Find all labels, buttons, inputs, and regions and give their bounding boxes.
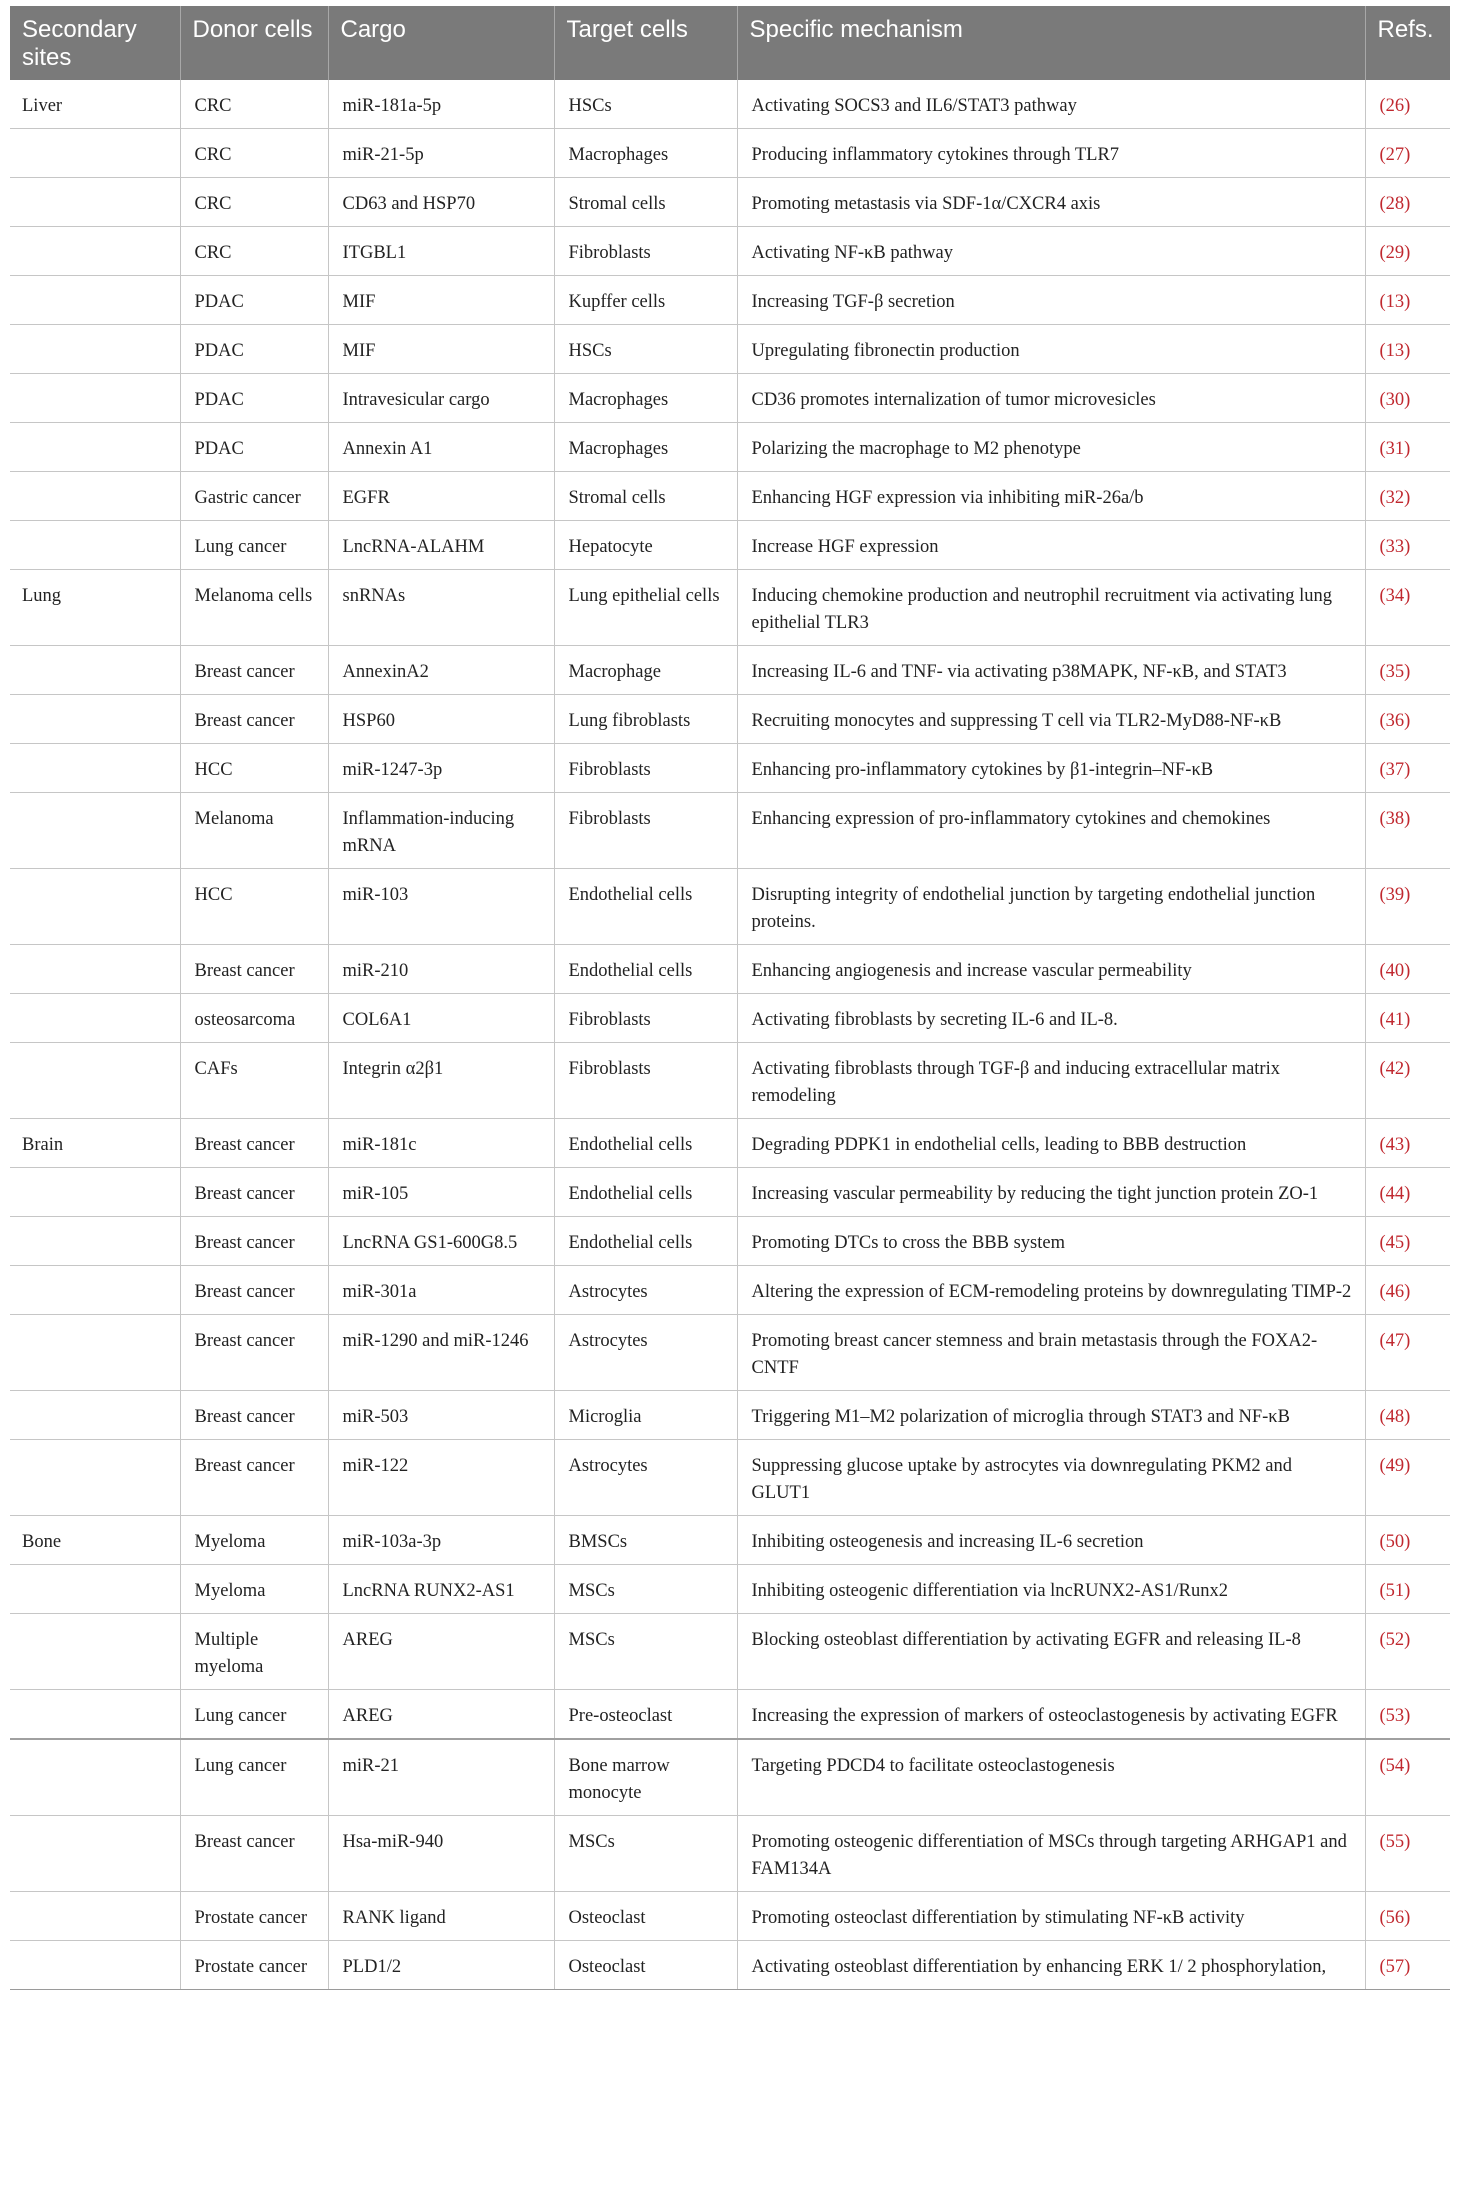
donor-cell: Lung cancer bbox=[180, 1690, 328, 1740]
site-cell bbox=[10, 129, 180, 178]
cargo-cell: miR-21-5p bbox=[328, 129, 554, 178]
site-cell bbox=[10, 945, 180, 994]
mechanism-cell: Increase HGF expression bbox=[737, 521, 1365, 570]
target-cell: Stromal cells bbox=[554, 178, 737, 227]
ref-cell[interactable]: (53) bbox=[1365, 1690, 1450, 1740]
donor-cell: Breast cancer bbox=[180, 1391, 328, 1440]
header-secondary-sites: Secondary sites bbox=[10, 6, 180, 80]
mechanism-cell: Targeting PDCD4 to facilitate osteoclastogenesis bbox=[737, 1739, 1365, 1816]
table-row bbox=[10, 869, 1450, 945]
donor-cell: Breast cancer bbox=[180, 646, 328, 695]
ref-cell[interactable]: (55) bbox=[1365, 1816, 1450, 1892]
cargo-cell: HSP60 bbox=[328, 695, 554, 744]
target-cell: Lung epithelial cells bbox=[554, 570, 737, 646]
site-cell bbox=[10, 994, 180, 1043]
cargo-cell: AnnexinA2 bbox=[328, 646, 554, 695]
site-cell bbox=[10, 1816, 180, 1892]
cargo-cell: miR-1290 and miR-1246 bbox=[328, 1315, 554, 1391]
table-row bbox=[10, 744, 1450, 793]
table-row bbox=[10, 1391, 1450, 1440]
cargo-cell: miR-181a-5p bbox=[328, 80, 554, 129]
cargo-cell: LncRNA-ALAHM bbox=[328, 521, 554, 570]
mechanism-cell: Enhancing angiogenesis and increase vascular permeability bbox=[737, 945, 1365, 994]
ref-cell[interactable]: (57) bbox=[1365, 1941, 1450, 1990]
table-row bbox=[10, 129, 1450, 178]
site-cell bbox=[10, 276, 180, 325]
target-cell: Fibroblasts bbox=[554, 994, 737, 1043]
donor-cell: PDAC bbox=[180, 374, 328, 423]
table-row bbox=[10, 646, 1450, 695]
donor-cell: Myeloma bbox=[180, 1516, 328, 1565]
ref-cell[interactable]: (33) bbox=[1365, 521, 1450, 570]
target-cell: Pre-osteoclast bbox=[554, 1690, 737, 1740]
site-cell bbox=[10, 646, 180, 695]
cargo-cell: COL6A1 bbox=[328, 994, 554, 1043]
mechanism-cell: Suppressing glucose uptake by astrocytes via downregulating PKM2 and GLUT1 bbox=[737, 1440, 1365, 1516]
table-row bbox=[10, 227, 1450, 276]
cargo-cell: MIF bbox=[328, 325, 554, 374]
mechanism-cell: Promoting metastasis via SDF-1α/CXCR4 axis bbox=[737, 178, 1365, 227]
cargo-cell: MIF bbox=[328, 276, 554, 325]
donor-cell: CRC bbox=[180, 80, 328, 129]
donor-cell: CRC bbox=[180, 129, 328, 178]
ref-cell[interactable]: (42) bbox=[1365, 1043, 1450, 1119]
target-cell: Osteoclast bbox=[554, 1892, 737, 1941]
table-row bbox=[10, 325, 1450, 374]
target-cell: Endothelial cells bbox=[554, 869, 737, 945]
header-target-cells: Target cells bbox=[554, 6, 737, 80]
cargo-cell: miR-122 bbox=[328, 1440, 554, 1516]
donor-cell: Breast cancer bbox=[180, 1440, 328, 1516]
cargo-cell: miR-21 bbox=[328, 1739, 554, 1816]
table-row bbox=[10, 1266, 1450, 1315]
cargo-cell: miR-105 bbox=[328, 1168, 554, 1217]
header-specific-mechanism: Specific mechanism bbox=[737, 6, 1365, 80]
table-row bbox=[10, 80, 1450, 129]
cargo-cell: miR-301a bbox=[328, 1266, 554, 1315]
target-cell: Endothelial cells bbox=[554, 1217, 737, 1266]
ref-cell[interactable]: (36) bbox=[1365, 695, 1450, 744]
mechanism-cell: Activating fibroblasts through TGF-β and inducing extracellular matrix remodeling bbox=[737, 1043, 1365, 1119]
donor-cell: Prostate cancer bbox=[180, 1941, 328, 1990]
table-row bbox=[10, 695, 1450, 744]
mechanism-cell: Disrupting integrity of endothelial junction by targeting endothelial junction proteins. bbox=[737, 869, 1365, 945]
cargo-cell: Inflammation-inducing mRNA bbox=[328, 793, 554, 869]
cargo-cell: miR-210 bbox=[328, 945, 554, 994]
mechanism-cell: Polarizing the macrophage to M2 phenotype bbox=[737, 423, 1365, 472]
target-cell: MSCs bbox=[554, 1614, 737, 1690]
mechanism-cell: Recruiting monocytes and suppressing T cell via TLR2-MyD88-NF-κB bbox=[737, 695, 1365, 744]
header-donor-cells: Donor cells bbox=[180, 6, 328, 80]
site-cell bbox=[10, 1892, 180, 1941]
target-cell: Macrophages bbox=[554, 129, 737, 178]
ref-cell[interactable]: (45) bbox=[1365, 1217, 1450, 1266]
ref-cell[interactable]: (39) bbox=[1365, 869, 1450, 945]
ref-cell[interactable]: (38) bbox=[1365, 793, 1450, 869]
donor-cell: Breast cancer bbox=[180, 1119, 328, 1168]
site-cell bbox=[10, 178, 180, 227]
site-cell bbox=[10, 695, 180, 744]
target-cell: Macrophages bbox=[554, 423, 737, 472]
mechanism-cell: Enhancing HGF expression via inhibiting miR-26a/b bbox=[737, 472, 1365, 521]
donor-cell: Breast cancer bbox=[180, 1315, 328, 1391]
cargo-cell: RANK ligand bbox=[328, 1892, 554, 1941]
ref-cell[interactable]: (27) bbox=[1365, 129, 1450, 178]
mechanism-cell: Increasing IL-6 and TNF- via activating p38MAPK, NF-κB, and STAT3 bbox=[737, 646, 1365, 695]
metastasis-table bbox=[10, 6, 1450, 1990]
donor-cell: Breast cancer bbox=[180, 695, 328, 744]
mechanism-cell: Promoting osteoclast differentiation by stimulating NF-κB activity bbox=[737, 1892, 1365, 1941]
cargo-cell: Hsa-miR-940 bbox=[328, 1816, 554, 1892]
target-cell: Microglia bbox=[554, 1391, 737, 1440]
site-cell bbox=[10, 1941, 180, 1990]
site-cell bbox=[10, 869, 180, 945]
target-cell: Endothelial cells bbox=[554, 1168, 737, 1217]
mechanism-cell: Activating SOCS3 and IL6/STAT3 pathway bbox=[737, 80, 1365, 129]
ref-cell[interactable]: (44) bbox=[1365, 1168, 1450, 1217]
cargo-cell: ITGBL1 bbox=[328, 227, 554, 276]
ref-cell[interactable]: (35) bbox=[1365, 646, 1450, 695]
ref-cell[interactable]: (32) bbox=[1365, 472, 1450, 521]
donor-cell: HCC bbox=[180, 744, 328, 793]
table-row bbox=[10, 1440, 1450, 1516]
mechanism-cell: Enhancing expression of pro-inflammatory cytokines and chemokines bbox=[737, 793, 1365, 869]
site-cell: Liver bbox=[10, 80, 180, 129]
site-cell bbox=[10, 1739, 180, 1816]
ref-cell[interactable]: (28) bbox=[1365, 178, 1450, 227]
site-cell bbox=[10, 1217, 180, 1266]
site-cell: Brain bbox=[10, 1119, 180, 1168]
cargo-cell: miR-503 bbox=[328, 1391, 554, 1440]
cargo-cell: LncRNA RUNX2-AS1 bbox=[328, 1565, 554, 1614]
ref-cell[interactable]: (50) bbox=[1365, 1516, 1450, 1565]
mechanism-cell: Increasing TGF-β secretion bbox=[737, 276, 1365, 325]
table-row bbox=[10, 1217, 1450, 1266]
site-cell: Bone bbox=[10, 1516, 180, 1565]
site-cell bbox=[10, 1391, 180, 1440]
donor-cell: Breast cancer bbox=[180, 1217, 328, 1266]
ref-cell[interactable]: (37) bbox=[1365, 744, 1450, 793]
target-cell: Macrophage bbox=[554, 646, 737, 695]
target-cell: Astrocytes bbox=[554, 1266, 737, 1315]
cargo-cell: Intravesicular cargo bbox=[328, 374, 554, 423]
table-row bbox=[10, 423, 1450, 472]
table-row bbox=[10, 1315, 1450, 1391]
ref-cell[interactable]: (51) bbox=[1365, 1565, 1450, 1614]
cargo-cell: Annexin A1 bbox=[328, 423, 554, 472]
table-row bbox=[10, 1816, 1450, 1892]
site-cell bbox=[10, 1565, 180, 1614]
table-row bbox=[10, 1043, 1450, 1119]
mechanism-cell: Producing inflammatory cytokines through TLR7 bbox=[737, 129, 1365, 178]
site-cell bbox=[10, 1168, 180, 1217]
header-refs: Refs. bbox=[1365, 6, 1450, 80]
mechanism-cell: Inhibiting osteogenic differentiation via lncRUNX2-AS1/Runx2 bbox=[737, 1565, 1365, 1614]
target-cell: Osteoclast bbox=[554, 1941, 737, 1990]
site-cell bbox=[10, 744, 180, 793]
donor-cell: Multiple myeloma bbox=[180, 1614, 328, 1690]
site-cell bbox=[10, 1043, 180, 1119]
donor-cell: CRC bbox=[180, 227, 328, 276]
table-row bbox=[10, 1941, 1450, 1990]
target-cell: Fibroblasts bbox=[554, 227, 737, 276]
mechanism-cell: Upregulating fibronectin production bbox=[737, 325, 1365, 374]
mechanism-cell: Increasing the expression of markers of osteoclastogenesis by activating EGFR bbox=[737, 1690, 1365, 1740]
table-row bbox=[10, 570, 1450, 646]
cargo-cell: AREG bbox=[328, 1690, 554, 1740]
cargo-cell: PLD1/2 bbox=[328, 1941, 554, 1990]
donor-cell: HCC bbox=[180, 869, 328, 945]
cargo-cell: Integrin α2β1 bbox=[328, 1043, 554, 1119]
table-row bbox=[10, 1690, 1450, 1740]
ref-cell[interactable]: (54) bbox=[1365, 1739, 1450, 1816]
mechanism-cell: Inducing chemokine production and neutrophil recruitment via activating lung epithelial TLR3 bbox=[737, 570, 1365, 646]
table-row bbox=[10, 1119, 1450, 1168]
donor-cell: CRC bbox=[180, 178, 328, 227]
target-cell: Kupffer cells bbox=[554, 276, 737, 325]
donor-cell: Prostate cancer bbox=[180, 1892, 328, 1941]
cargo-cell: miR-181c bbox=[328, 1119, 554, 1168]
target-cell: Lung fibroblasts bbox=[554, 695, 737, 744]
header-cargo: Cargo bbox=[328, 6, 554, 80]
site-cell bbox=[10, 472, 180, 521]
table-row bbox=[10, 1614, 1450, 1690]
target-cell: Bone marrow monocyte bbox=[554, 1739, 737, 1816]
ref-cell[interactable]: (13) bbox=[1365, 325, 1450, 374]
ref-cell[interactable]: (56) bbox=[1365, 1892, 1450, 1941]
site-cell: Lung bbox=[10, 570, 180, 646]
mechanism-cell: Inhibiting osteogenesis and increasing IL-6 secretion bbox=[737, 1516, 1365, 1565]
ref-cell[interactable]: (13) bbox=[1365, 276, 1450, 325]
target-cell: Macrophages bbox=[554, 374, 737, 423]
ref-cell[interactable]: (49) bbox=[1365, 1440, 1450, 1516]
mechanism-cell: Promoting DTCs to cross the BBB system bbox=[737, 1217, 1365, 1266]
cargo-cell: miR-103a-3p bbox=[328, 1516, 554, 1565]
site-cell bbox=[10, 325, 180, 374]
mechanism-cell: Altering the expression of ECM-remodeling proteins by downregulating TIMP-2 bbox=[737, 1266, 1365, 1315]
target-cell: Astrocytes bbox=[554, 1440, 737, 1516]
site-cell bbox=[10, 1315, 180, 1391]
target-cell: Fibroblasts bbox=[554, 793, 737, 869]
cargo-cell: CD63 and HSP70 bbox=[328, 178, 554, 227]
site-cell bbox=[10, 1266, 180, 1315]
mechanism-cell: Triggering M1–M2 polarization of microglia through STAT3 and NF-κB bbox=[737, 1391, 1365, 1440]
mechanism-cell: Degrading PDPK1 in endothelial cells, leading to BBB destruction bbox=[737, 1119, 1365, 1168]
donor-cell: Breast cancer bbox=[180, 945, 328, 994]
site-cell bbox=[10, 374, 180, 423]
ref-cell[interactable]: (41) bbox=[1365, 994, 1450, 1043]
table-row bbox=[10, 521, 1450, 570]
donor-cell: PDAC bbox=[180, 276, 328, 325]
cargo-cell: miR-103 bbox=[328, 869, 554, 945]
cargo-cell: EGFR bbox=[328, 472, 554, 521]
donor-cell: Breast cancer bbox=[180, 1816, 328, 1892]
ref-cell[interactable]: (48) bbox=[1365, 1391, 1450, 1440]
target-cell: HSCs bbox=[554, 80, 737, 129]
target-cell: MSCs bbox=[554, 1565, 737, 1614]
donor-cell: Melanoma bbox=[180, 793, 328, 869]
ref-cell[interactable]: (52) bbox=[1365, 1614, 1450, 1690]
ref-cell[interactable]: (26) bbox=[1365, 80, 1450, 129]
site-cell bbox=[10, 1690, 180, 1740]
ref-cell[interactable]: (31) bbox=[1365, 423, 1450, 472]
ref-cell[interactable]: (29) bbox=[1365, 227, 1450, 276]
target-cell: MSCs bbox=[554, 1816, 737, 1892]
donor-cell: Myeloma bbox=[180, 1565, 328, 1614]
mechanism-cell: Promoting breast cancer stemness and brain metastasis through the FOXA2-CNTF bbox=[737, 1315, 1365, 1391]
mechanism-cell: Activating fibroblasts by secreting IL-6 and IL-8. bbox=[737, 994, 1365, 1043]
ref-cell[interactable]: (34) bbox=[1365, 570, 1450, 646]
table-row bbox=[10, 1739, 1450, 1816]
mechanism-cell: Enhancing pro-inflammatory cytokines by β1-integrin–NF-κB bbox=[737, 744, 1365, 793]
donor-cell: Lung cancer bbox=[180, 1739, 328, 1816]
donor-cell: osteosarcoma bbox=[180, 994, 328, 1043]
table-body bbox=[10, 80, 1450, 1990]
table-row bbox=[10, 1516, 1450, 1565]
site-cell bbox=[10, 227, 180, 276]
cargo-cell: snRNAs bbox=[328, 570, 554, 646]
donor-cell: PDAC bbox=[180, 423, 328, 472]
mechanism-cell: Blocking osteoblast differentiation by activating EGFR and releasing IL-8 bbox=[737, 1614, 1365, 1690]
site-cell bbox=[10, 1440, 180, 1516]
ref-cell[interactable]: (40) bbox=[1365, 945, 1450, 994]
target-cell: Endothelial cells bbox=[554, 1119, 737, 1168]
target-cell: Hepatocyte bbox=[554, 521, 737, 570]
table-row bbox=[10, 793, 1450, 869]
target-cell: Fibroblasts bbox=[554, 744, 737, 793]
target-cell: Astrocytes bbox=[554, 1315, 737, 1391]
donor-cell: Melanoma cells bbox=[180, 570, 328, 646]
site-cell bbox=[10, 793, 180, 869]
target-cell: Endothelial cells bbox=[554, 945, 737, 994]
mechanism-cell: Activating osteoblast differentiation by enhancing ERK 1/ 2 phosphorylation, bbox=[737, 1941, 1365, 1990]
donor-cell: Breast cancer bbox=[180, 1168, 328, 1217]
table-row bbox=[10, 1892, 1450, 1941]
cargo-cell: AREG bbox=[328, 1614, 554, 1690]
ref-cell[interactable]: (43) bbox=[1365, 1119, 1450, 1168]
site-cell bbox=[10, 521, 180, 570]
mechanism-cell: Activating NF-κB pathway bbox=[737, 227, 1365, 276]
site-cell bbox=[10, 1614, 180, 1690]
mechanism-cell: Promoting osteogenic differentiation of MSCs through targeting ARHGAP1 and FAM134A bbox=[737, 1816, 1365, 1892]
table-row bbox=[10, 1168, 1450, 1217]
target-cell: BMSCs bbox=[554, 1516, 737, 1565]
donor-cell: PDAC bbox=[180, 325, 328, 374]
ref-cell[interactable]: (46) bbox=[1365, 1266, 1450, 1315]
table-row bbox=[10, 374, 1450, 423]
donor-cell: Breast cancer bbox=[180, 1266, 328, 1315]
mechanism-cell: Increasing vascular permeability by reducing the tight junction protein ZO-1 bbox=[737, 1168, 1365, 1217]
donor-cell: CAFs bbox=[180, 1043, 328, 1119]
table-row bbox=[10, 178, 1450, 227]
table-row bbox=[10, 945, 1450, 994]
cargo-cell: LncRNA GS1-600G8.5 bbox=[328, 1217, 554, 1266]
mechanism-cell: CD36 promotes internalization of tumor microvesicles bbox=[737, 374, 1365, 423]
table-row bbox=[10, 1565, 1450, 1614]
donor-cell: Lung cancer bbox=[180, 521, 328, 570]
cargo-cell: miR-1247-3p bbox=[328, 744, 554, 793]
target-cell: Stromal cells bbox=[554, 472, 737, 521]
table-row bbox=[10, 472, 1450, 521]
site-cell bbox=[10, 423, 180, 472]
ref-cell[interactable]: (30) bbox=[1365, 374, 1450, 423]
ref-cell[interactable]: (47) bbox=[1365, 1315, 1450, 1391]
table-row bbox=[10, 994, 1450, 1043]
target-cell: HSCs bbox=[554, 325, 737, 374]
header-row bbox=[10, 6, 1450, 80]
table-row bbox=[10, 276, 1450, 325]
donor-cell: Gastric cancer bbox=[180, 472, 328, 521]
target-cell: Fibroblasts bbox=[554, 1043, 737, 1119]
